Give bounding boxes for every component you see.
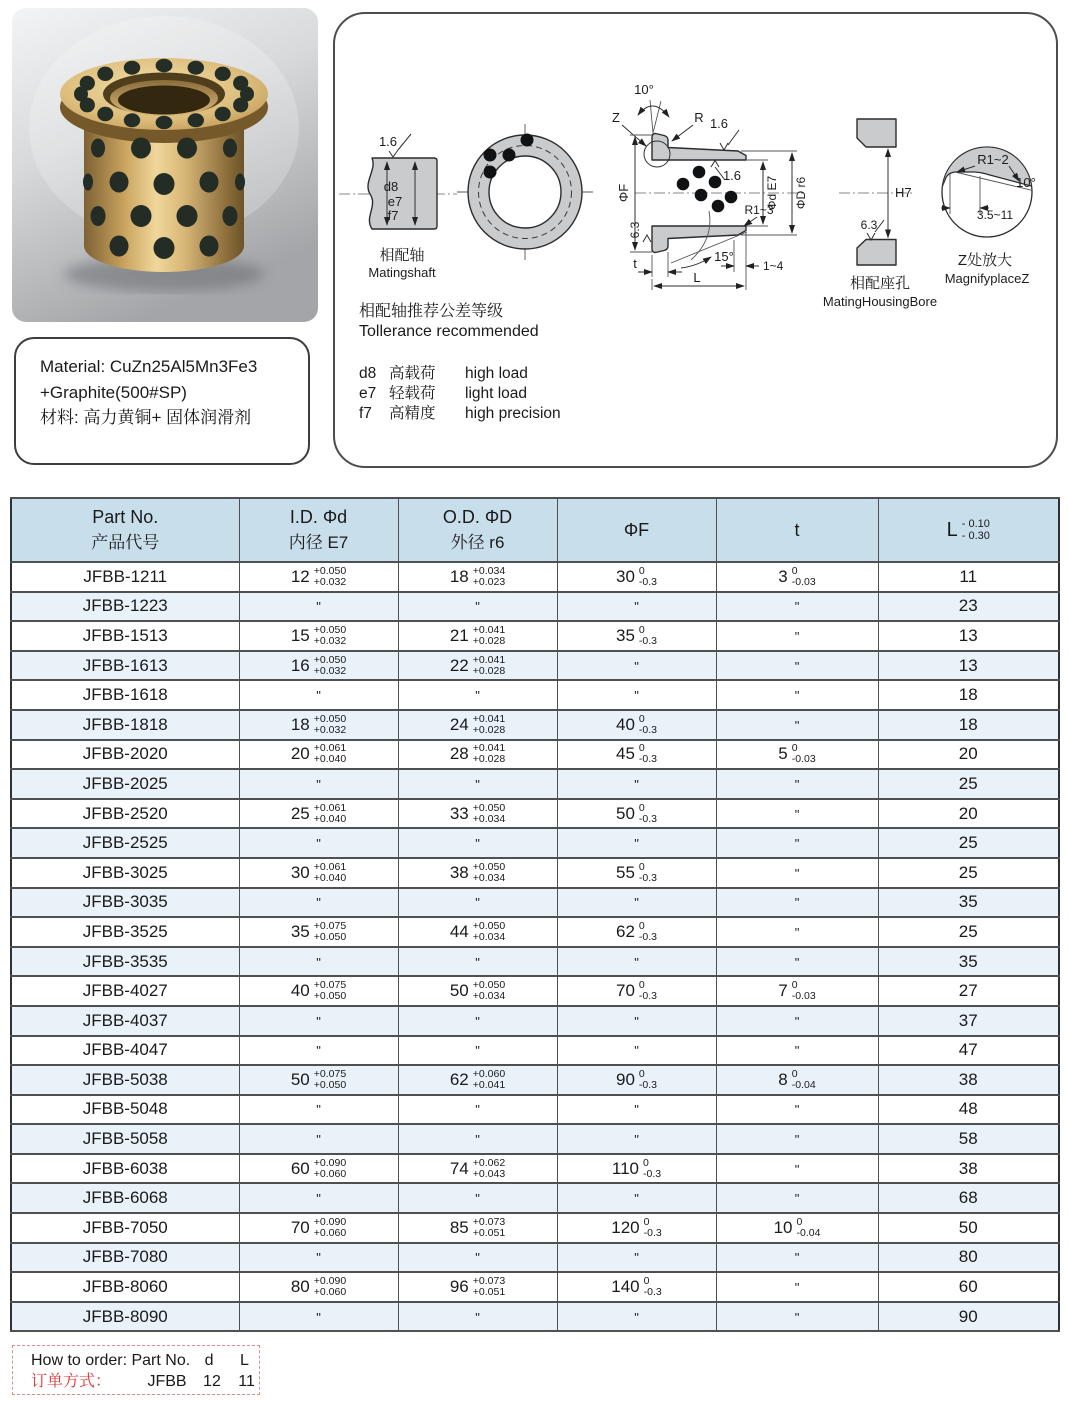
magnify-label-cn: Z处放大 xyxy=(957,252,1013,269)
l-cell: 68 xyxy=(878,1183,1059,1213)
od-cell: 21 +0.041 +0.028 xyxy=(398,621,557,651)
housing-label-en: MatingHousingBore xyxy=(822,294,938,309)
dim-1-4: 1~4 xyxy=(763,259,784,273)
housing-h7: H7 xyxy=(895,185,912,200)
t-cell: " xyxy=(716,710,878,740)
shaft-fit-f7: f7 xyxy=(387,208,399,223)
id-cell: " xyxy=(239,1124,398,1154)
f-cell: 62 0 -0.3 xyxy=(557,917,716,947)
od-cell: " xyxy=(398,592,557,622)
part-no-cell: JFBB-1613 xyxy=(11,651,239,681)
id-cell: 70 +0.090 +0.060 xyxy=(239,1213,398,1243)
table-row xyxy=(11,1006,1059,1036)
material-line3: 材料: 高力黄铜+ 固体润滑剂 xyxy=(40,408,252,427)
table-row xyxy=(11,710,1059,740)
housing-finish-63: 6.3 xyxy=(860,218,878,232)
part-no-cell: JFBB-6068 xyxy=(11,1183,239,1213)
id-cell: " xyxy=(239,1036,398,1066)
id-cell: " xyxy=(239,680,398,710)
f-cell: " xyxy=(557,1006,716,1036)
table-row xyxy=(11,1154,1059,1184)
dim-phi-f: ΦF xyxy=(616,183,631,203)
table-row xyxy=(11,1243,1059,1273)
parts-table xyxy=(10,497,1060,1332)
l-cell: 11 xyxy=(878,562,1059,592)
od-cell: 96 +0.073 +0.051 xyxy=(398,1272,557,1302)
part-no-cell: JFBB-2020 xyxy=(11,740,239,770)
f-cell: 70 0 -0.3 xyxy=(557,976,716,1006)
l-cell: 58 xyxy=(878,1124,1059,1154)
part-no-cell: JFBB-4047 xyxy=(11,1036,239,1066)
part-no-cell: JFBB-3025 xyxy=(11,858,239,888)
table-row xyxy=(11,1124,1059,1154)
order-line-2: 订单方式： JFBB 12 11 xyxy=(31,1373,255,1390)
od-cell: " xyxy=(398,769,557,799)
dim-phi-d-e7: Φd E7 xyxy=(765,175,779,211)
t-cell: 3 0 -0.03 xyxy=(716,562,878,592)
technical-drawing-box xyxy=(333,12,1058,468)
od-cell: 62 +0.060 +0.041 xyxy=(398,1065,557,1095)
t-cell: " xyxy=(716,799,878,829)
part-no-cell: JFBB-1211 xyxy=(11,562,239,592)
f-cell: " xyxy=(557,592,716,622)
f-cell: 45 0 -0.3 xyxy=(557,740,716,770)
id-cell: 25 +0.061 +0.040 xyxy=(239,799,398,829)
od-cell: 24 +0.041 +0.028 xyxy=(398,710,557,740)
l-cell: 37 xyxy=(878,1006,1059,1036)
finish-63-section: 6.3 xyxy=(628,221,642,239)
table-row xyxy=(11,1065,1059,1095)
l-cell: 80 xyxy=(878,1243,1059,1273)
part-no-cell: JFBB-4037 xyxy=(11,1006,239,1036)
t-cell: 5 0 -0.03 xyxy=(716,740,878,770)
table-row xyxy=(11,799,1059,829)
f-cell: " xyxy=(557,1036,716,1066)
table-row xyxy=(11,1036,1059,1066)
table-row xyxy=(11,828,1059,858)
od-cell: " xyxy=(398,1095,557,1125)
id-cell: " xyxy=(239,1243,398,1273)
t-cell: " xyxy=(716,592,878,622)
t-cell: " xyxy=(716,1006,878,1036)
part-no-cell: JFBB-7080 xyxy=(11,1243,239,1273)
l-cell: 13 xyxy=(878,621,1059,651)
dim-phi-D-r6: ΦD r6 xyxy=(794,176,808,210)
part-no-cell: JFBB-4027 xyxy=(11,976,239,1006)
f-cell: " xyxy=(557,1183,716,1213)
t-cell: " xyxy=(716,1302,878,1332)
header-l: L - 0.10 - 0.30 xyxy=(878,498,1059,562)
l-cell: 25 xyxy=(878,917,1059,947)
t-cell: " xyxy=(716,1036,878,1066)
l-cell: 38 xyxy=(878,1065,1059,1095)
f-cell: 35 0 -0.3 xyxy=(557,621,716,651)
part-no-cell: JFBB-1513 xyxy=(11,621,239,651)
f-cell: 120 0 -0.3 xyxy=(557,1213,716,1243)
table-row xyxy=(11,1302,1059,1332)
table-row xyxy=(11,562,1059,592)
id-cell: 16 +0.050 +0.032 xyxy=(239,651,398,681)
parts-table-header xyxy=(11,498,1059,562)
table-row xyxy=(11,858,1059,888)
od-cell: " xyxy=(398,828,557,858)
id-cell: " xyxy=(239,828,398,858)
l-cell: 27 xyxy=(878,976,1059,1006)
table-row xyxy=(11,1213,1059,1243)
l-cell: 18 xyxy=(878,680,1059,710)
t-cell: " xyxy=(716,828,878,858)
l-cell: 90 xyxy=(878,1302,1059,1332)
f-cell: " xyxy=(557,1302,716,1332)
dim-t: t xyxy=(633,256,637,271)
tolerance-block xyxy=(359,302,561,424)
tolerance-fit-e7: e7 轻载荷 light load xyxy=(359,385,528,402)
id-cell: " xyxy=(239,947,398,977)
id-cell: " xyxy=(239,769,398,799)
table-row xyxy=(11,976,1059,1006)
header-part-no: Part No. 产品代号 xyxy=(11,498,239,562)
id-cell: " xyxy=(239,1095,398,1125)
table-row xyxy=(11,1095,1059,1125)
t-cell: " xyxy=(716,1272,878,1302)
id-cell: " xyxy=(239,1006,398,1036)
part-no-cell: JFBB-1818 xyxy=(11,710,239,740)
l-cell: 13 xyxy=(878,651,1059,681)
magnify-dim: 3.5~11 xyxy=(976,208,1014,222)
od-cell: " xyxy=(398,680,557,710)
magnify-label-en: MagnifyplaceZ xyxy=(944,271,1030,286)
header-id: I.D. Φd 内径 E7 xyxy=(239,498,398,562)
t-cell: 8 0 -0.04 xyxy=(716,1065,878,1095)
od-cell: 18 +0.034 +0.023 xyxy=(398,562,557,592)
technical-drawing xyxy=(335,14,1060,314)
tolerance-fit-d8: d8 高载荷 high load xyxy=(359,365,528,382)
l-cell: 50 xyxy=(878,1213,1059,1243)
part-no-cell: JFBB-3525 xyxy=(11,917,239,947)
zone-z-label: Z xyxy=(612,110,620,125)
od-cell: " xyxy=(398,1036,557,1066)
shaft-finish-label: 1.6 xyxy=(378,134,398,149)
od-cell: 44 +0.050 +0.034 xyxy=(398,917,557,947)
l-cell: 20 xyxy=(878,740,1059,770)
f-cell: " xyxy=(557,828,716,858)
id-cell: " xyxy=(239,592,398,622)
id-cell: 35 +0.075 +0.050 xyxy=(239,917,398,947)
table-row xyxy=(11,621,1059,651)
f-cell: 90 0 -0.3 xyxy=(557,1065,716,1095)
part-no-cell: JFBB-5038 xyxy=(11,1065,239,1095)
l-cell: 47 xyxy=(878,1036,1059,1066)
table-row xyxy=(11,888,1059,918)
finish-16-bore: 1.6 xyxy=(722,168,742,183)
od-cell: 38 +0.050 +0.034 xyxy=(398,858,557,888)
f-cell: 140 0 -0.3 xyxy=(557,1272,716,1302)
od-cell: 22 +0.041 +0.028 xyxy=(398,651,557,681)
t-cell: 7 0 -0.03 xyxy=(716,976,878,1006)
od-cell: " xyxy=(398,1124,557,1154)
od-cell: 50 +0.050 +0.034 xyxy=(398,976,557,1006)
id-cell: 30 +0.061 +0.040 xyxy=(239,858,398,888)
part-no-cell: JFBB-3035 xyxy=(11,888,239,918)
t-cell: " xyxy=(716,1124,878,1154)
id-cell: 12 +0.050 +0.032 xyxy=(239,562,398,592)
f-cell: " xyxy=(557,888,716,918)
magnify-angle: 10° xyxy=(1016,175,1036,190)
id-cell: " xyxy=(239,1302,398,1332)
t-cell: " xyxy=(716,858,878,888)
id-cell: 40 +0.075 +0.050 xyxy=(239,976,398,1006)
f-cell: " xyxy=(557,769,716,799)
id-cell: 15 +0.050 +0.032 xyxy=(239,621,398,651)
dim-angle-15: 15° xyxy=(714,249,734,264)
f-cell: 50 0 -0.3 xyxy=(557,799,716,829)
f-cell: " xyxy=(557,1095,716,1125)
material-line1: Material: CuZn25Al5Mn3Fe3 xyxy=(40,357,258,376)
l-cell: 35 xyxy=(878,888,1059,918)
table-row xyxy=(11,740,1059,770)
l-cell: 18 xyxy=(878,710,1059,740)
table-row xyxy=(11,1272,1059,1302)
magnify-r12: R1~2 xyxy=(977,152,1009,167)
table-row xyxy=(11,651,1059,681)
l-cell: 60 xyxy=(878,1272,1059,1302)
part-no-cell: JFBB-5048 xyxy=(11,1095,239,1125)
dim-l: L xyxy=(693,270,701,285)
part-no-cell: JFBB-1223 xyxy=(11,592,239,622)
dim-angle-10: 10° xyxy=(634,82,654,97)
matingshaft-cn: 相配轴 xyxy=(379,247,425,264)
tolerance-fit-f7: f7 高精度 high precision xyxy=(359,405,561,422)
table-row xyxy=(11,917,1059,947)
l-cell: 20 xyxy=(878,799,1059,829)
od-cell: 74 +0.062 +0.043 xyxy=(398,1154,557,1184)
shaft-fit-d8: d8 xyxy=(383,179,399,194)
t-cell: " xyxy=(716,947,878,977)
radius-r-label: R xyxy=(694,110,704,125)
f-cell: " xyxy=(557,1243,716,1273)
part-no-cell: JFBB-7050 xyxy=(11,1213,239,1243)
id-cell: " xyxy=(239,1183,398,1213)
l-cell: 25 xyxy=(878,828,1059,858)
id-cell: 18 +0.050 +0.032 xyxy=(239,710,398,740)
od-cell: 85 +0.073 +0.051 xyxy=(398,1213,557,1243)
f-cell: 30 0 -0.3 xyxy=(557,562,716,592)
t-cell: " xyxy=(716,1095,878,1125)
table-row xyxy=(11,680,1059,710)
material-box xyxy=(14,337,310,465)
id-cell: 50 +0.075 +0.050 xyxy=(239,1065,398,1095)
table-row xyxy=(11,592,1059,622)
part-no-cell: JFBB-2525 xyxy=(11,828,239,858)
od-cell: 33 +0.050 +0.034 xyxy=(398,799,557,829)
tolerance-title-cn: 相配轴推荐公差等级 xyxy=(359,303,504,320)
id-cell: 20 +0.061 +0.040 xyxy=(239,740,398,770)
od-cell: " xyxy=(398,1183,557,1213)
id-cell: 60 +0.090 +0.060 xyxy=(239,1154,398,1184)
tolerance-fit-list xyxy=(359,364,561,424)
t-cell: " xyxy=(716,888,878,918)
f-cell: 40 0 -0.3 xyxy=(557,710,716,740)
part-no-cell: JFBB-5058 xyxy=(11,1124,239,1154)
t-cell: " xyxy=(716,1243,878,1273)
part-no-cell: JFBB-2520 xyxy=(11,799,239,829)
id-cell: " xyxy=(239,888,398,918)
parts-table-body xyxy=(11,562,1059,1331)
f-cell: " xyxy=(557,947,716,977)
matingshaft-en: Matingshaft xyxy=(368,265,436,280)
od-cell: " xyxy=(398,1006,557,1036)
od-cell: " xyxy=(398,888,557,918)
how-to-order-box xyxy=(12,1345,260,1395)
header-f: ΦF xyxy=(557,498,716,562)
part-no-cell: JFBB-2025 xyxy=(11,769,239,799)
t-cell: " xyxy=(716,1154,878,1184)
f-cell: " xyxy=(557,1124,716,1154)
l-cell: 48 xyxy=(878,1095,1059,1125)
dim-r13: R1~3 xyxy=(744,203,774,217)
t-cell: 10 0 -0.04 xyxy=(716,1213,878,1243)
t-cell: " xyxy=(716,651,878,681)
bushing-photo-art xyxy=(12,8,318,322)
material-line2: +Graphite(500#SP) xyxy=(40,382,187,402)
l-cell: 35 xyxy=(878,947,1059,977)
shaft-fit-e7: e7 xyxy=(387,194,403,209)
part-no-cell: JFBB-3535 xyxy=(11,947,239,977)
l-cell: 25 xyxy=(878,858,1059,888)
tolerance-title-en: Tollerance recommended xyxy=(359,323,539,340)
f-cell: " xyxy=(557,651,716,681)
part-no-cell: JFBB-8060 xyxy=(11,1272,239,1302)
id-cell: 80 +0.090 +0.060 xyxy=(239,1272,398,1302)
t-cell: " xyxy=(716,680,878,710)
product-photo xyxy=(12,8,318,322)
od-cell: " xyxy=(398,1243,557,1273)
table-row xyxy=(11,1183,1059,1213)
part-no-cell: JFBB-8090 xyxy=(11,1302,239,1332)
table-row xyxy=(11,947,1059,977)
f-cell: 110 0 -0.3 xyxy=(557,1154,716,1184)
header-od: O.D. ΦD 外径 r6 xyxy=(398,498,557,562)
od-cell: " xyxy=(398,947,557,977)
l-cell: 23 xyxy=(878,592,1059,622)
l-cell: 25 xyxy=(878,769,1059,799)
f-cell: 55 0 -0.3 xyxy=(557,858,716,888)
table-row xyxy=(11,769,1059,799)
order-line-1: How to order: Part No. d L xyxy=(31,1352,249,1369)
f-cell: " xyxy=(557,680,716,710)
t-cell: " xyxy=(716,621,878,651)
header-t: t xyxy=(716,498,878,562)
housing-label-cn: 相配座孔 xyxy=(849,275,911,292)
od-cell: 28 +0.041 +0.028 xyxy=(398,740,557,770)
od-cell: " xyxy=(398,1302,557,1332)
part-no-cell: JFBB-1618 xyxy=(11,680,239,710)
t-cell: " xyxy=(716,769,878,799)
part-no-cell: JFBB-6038 xyxy=(11,1154,239,1184)
finish-16-top: 1.6 xyxy=(709,116,729,131)
t-cell: " xyxy=(716,917,878,947)
t-cell: " xyxy=(716,1183,878,1213)
l-cell: 38 xyxy=(878,1154,1059,1184)
